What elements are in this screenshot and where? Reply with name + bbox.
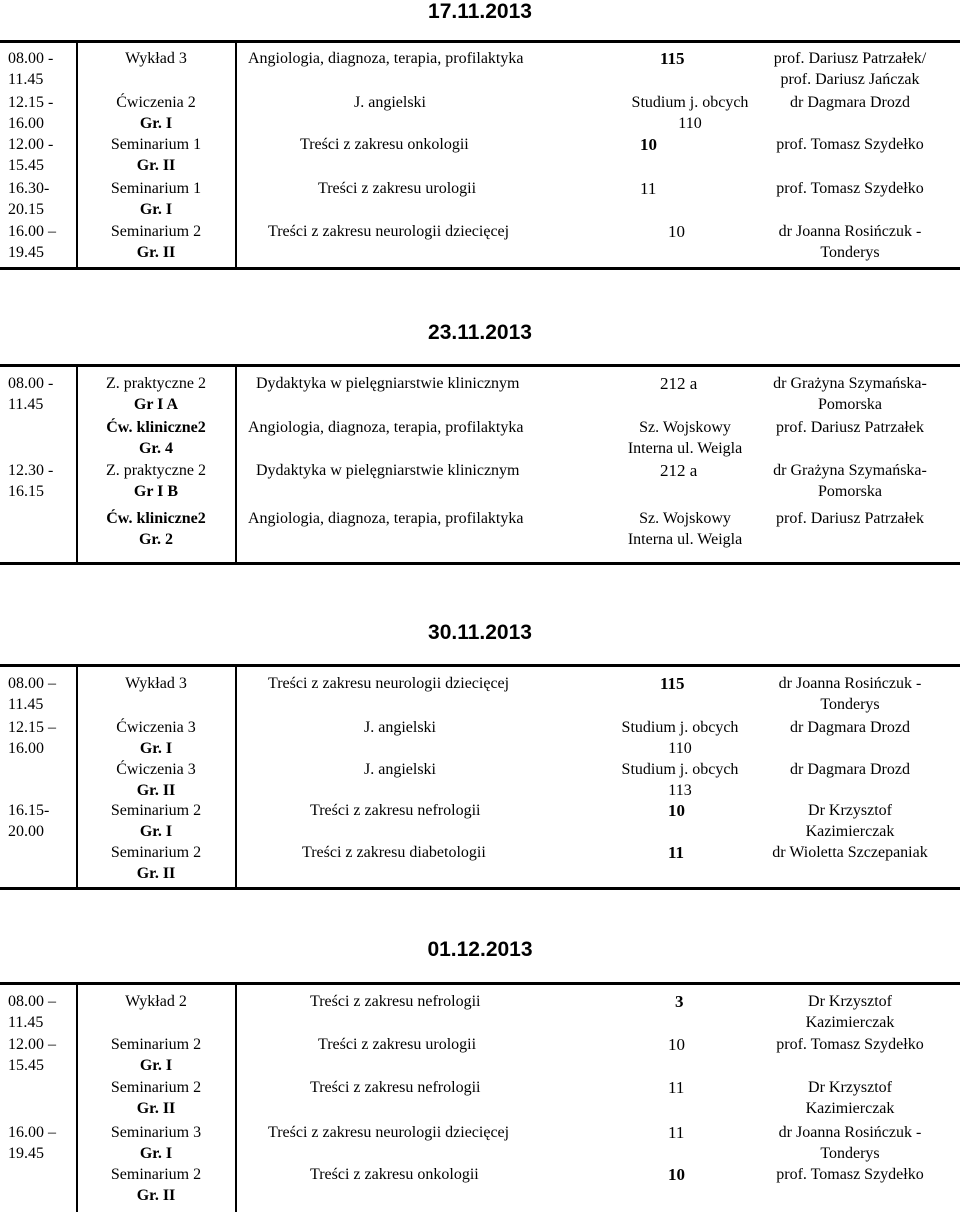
room-cell: 10 (668, 1165, 685, 1184)
column-divider (235, 43, 237, 267)
topic-cell: Dydaktyka w pielęgniarstwie klinicznym (256, 462, 520, 479)
column-divider (235, 667, 237, 887)
room-cell: 10 (640, 135, 657, 154)
teacher-cell: prof. Tomasz Szydełko (776, 1036, 924, 1053)
class-type-cell: Seminarium 2 Gr. II (110, 1079, 202, 1117)
column-divider (76, 367, 78, 562)
class-type-cell: Wykład 2 (125, 993, 187, 1010)
teacher-cell: dr Dagmara Drozd (790, 94, 910, 111)
column-divider (76, 985, 78, 1212)
teacher-cell: Dr Krzysztof Kazimierczak (805, 1079, 895, 1117)
time-cell: 08.00 – 11.45 (8, 993, 56, 1031)
teacher-cell: prof. Tomasz Szydełko (776, 136, 924, 153)
class-type-cell: Seminarium 2 Gr. I (110, 802, 202, 840)
time-cell: 08.00 – 11.45 (8, 675, 56, 713)
teacher-cell: dr Grażyna Szymańska- Pomorska (773, 462, 927, 500)
room-cell: 11 (668, 1123, 685, 1142)
topic-cell: Dydaktyka w pielęgniarstwie klinicznym (256, 375, 520, 392)
room-cell: Studium j. obcych 110 (631, 94, 749, 132)
room-cell: 115 (660, 49, 685, 68)
class-type-cell: Wykład 3 (125, 675, 187, 692)
time-cell: 12.00 – 15.45 (8, 1036, 56, 1074)
day-date: 17.11.2013 (428, 0, 532, 23)
topic-cell: Treści z zakresu neurologii dziecięcej (268, 223, 510, 240)
topic-cell: Treści z zakresu diabetologii (302, 844, 486, 861)
class-type-cell: Seminarium 2 Gr. I (110, 1036, 202, 1074)
class-type-cell: Ćwiczenia 2 Gr. I (116, 94, 196, 132)
class-type-cell: Seminarium 2 Gr. II (110, 1166, 202, 1204)
class-type-cell: Seminarium 1 Gr. I (110, 180, 202, 218)
time-cell: 08.00 - 11.45 (8, 50, 54, 88)
day-date: 30.11.2013 (428, 621, 532, 644)
room-cell: 3 (675, 992, 684, 1011)
room-cell: Studium j. obcych 110 (621, 719, 739, 757)
class-type-cell: Wykład 3 (125, 50, 187, 67)
class-type-cell: Z. praktyczne 2 Gr I B (106, 462, 206, 500)
topic-cell: Angiologia, diagnoza, terapia, profilaktyka (248, 510, 524, 527)
time-cell: 12.15 – 16.00 (8, 719, 56, 757)
class-type-cell: Seminarium 2 Gr. II (110, 844, 202, 882)
time-cell: 16.15- 20.00 (8, 802, 50, 840)
teacher-cell: prof. Tomasz Szydełko (776, 1166, 924, 1183)
time-cell: 16.00 – 19.45 (8, 1124, 56, 1162)
column-divider (76, 667, 78, 887)
topic-cell: J. angielski (364, 719, 436, 736)
time-cell: 16.00 – 19.45 (8, 223, 56, 261)
teacher-cell: dr Dagmara Drozd (790, 719, 910, 736)
time-cell: 08.00 - 11.45 (8, 375, 54, 413)
room-cell: 11 (668, 843, 685, 862)
teacher-cell: Dr Krzysztof Kazimierczak (805, 802, 895, 840)
room-cell: 212 a (660, 461, 698, 480)
room-cell: Sz. Wojskowy Interna ul. Weigla (627, 419, 743, 457)
topic-cell: Treści z zakresu nefrologii (310, 1079, 481, 1096)
teacher-cell: prof. Dariusz Patrzałek (776, 510, 924, 527)
topic-cell: Treści z zakresu urologii (318, 1036, 477, 1053)
day-date: 01.12.2013 (427, 938, 533, 961)
teacher-cell: dr Dagmara Drozd (790, 761, 910, 778)
topic-cell: Treści z zakresu neurologii dziecięcej (268, 675, 510, 692)
class-type-cell: Seminarium 1 Gr. II (110, 136, 202, 174)
room-cell: Studium j. obcych 113 (621, 761, 739, 799)
time-cell: 12.15 - 16.00 (8, 94, 54, 132)
time-cell: 16.30- 20.15 (8, 180, 50, 218)
teacher-cell: prof. Dariusz Patrzałek/ prof. Dariusz Jańczak (773, 50, 927, 88)
topic-cell: Treści z zakresu nefrologii (310, 993, 481, 1010)
time-cell: 12.00 - 15.45 (8, 136, 54, 174)
topic-cell: Treści z zakresu urologii (318, 180, 477, 197)
class-type-cell: Z. praktyczne 2 Gr I A (106, 375, 206, 413)
room-cell: 11 (640, 179, 657, 198)
column-divider (76, 43, 78, 267)
teacher-cell: prof. Tomasz Szydełko (776, 180, 924, 197)
teacher-cell: Dr Krzysztof Kazimierczak (805, 993, 895, 1031)
class-type-cell: Ćw. kliniczne2 Gr. 2 (106, 510, 206, 548)
class-type-cell: Ćwiczenia 3 Gr. II (116, 761, 196, 799)
class-type-cell: Ćwiczenia 3 Gr. I (116, 719, 196, 757)
class-type-cell: Seminarium 3 Gr. I (110, 1124, 202, 1162)
topic-cell: J. angielski (364, 761, 436, 778)
teacher-cell: dr Joanna Rosińczuk - Tonderys (778, 675, 922, 713)
time-cell: 12.30 - 16.15 (8, 462, 54, 500)
teacher-cell: dr Joanna Rosińczuk - Tonderys (778, 1124, 922, 1162)
class-type-cell: Ćw. kliniczne2 Gr. 4 (106, 419, 206, 457)
room-cell: 212 a (660, 374, 698, 393)
topic-cell: Angiologia, diagnoza, terapia, profilaktyka (248, 50, 524, 67)
column-divider (235, 367, 237, 562)
teacher-cell: dr Joanna Rosińczuk - Tonderys (778, 223, 922, 261)
topic-cell: Treści z zakresu nefrologii (310, 802, 481, 819)
class-type-cell: Seminarium 2 Gr. II (110, 223, 202, 261)
room-cell: 115 (660, 674, 685, 693)
teacher-cell: prof. Dariusz Patrzałek (776, 419, 924, 436)
room-cell: 10 (668, 222, 685, 241)
topic-cell: Treści z zakresu onkologii (300, 136, 469, 153)
topic-cell: Treści z zakresu neurologii dziecięcej (268, 1124, 510, 1141)
topic-cell: Treści z zakresu onkologii (310, 1166, 479, 1183)
room-cell: 11 (668, 1078, 685, 1097)
teacher-cell: dr Wioletta Szczepaniak (772, 844, 928, 861)
column-divider (235, 985, 237, 1212)
teacher-cell: dr Grażyna Szymańska- Pomorska (773, 375, 927, 413)
room-cell: Sz. Wojskowy Interna ul. Weigla (627, 510, 743, 548)
day-date: 23.11.2013 (428, 321, 532, 344)
room-cell: 10 (668, 1035, 685, 1054)
room-cell: 10 (668, 801, 685, 820)
topic-cell: J. angielski (354, 94, 426, 111)
topic-cell: Angiologia, diagnoza, terapia, profilaktyka (248, 419, 524, 436)
